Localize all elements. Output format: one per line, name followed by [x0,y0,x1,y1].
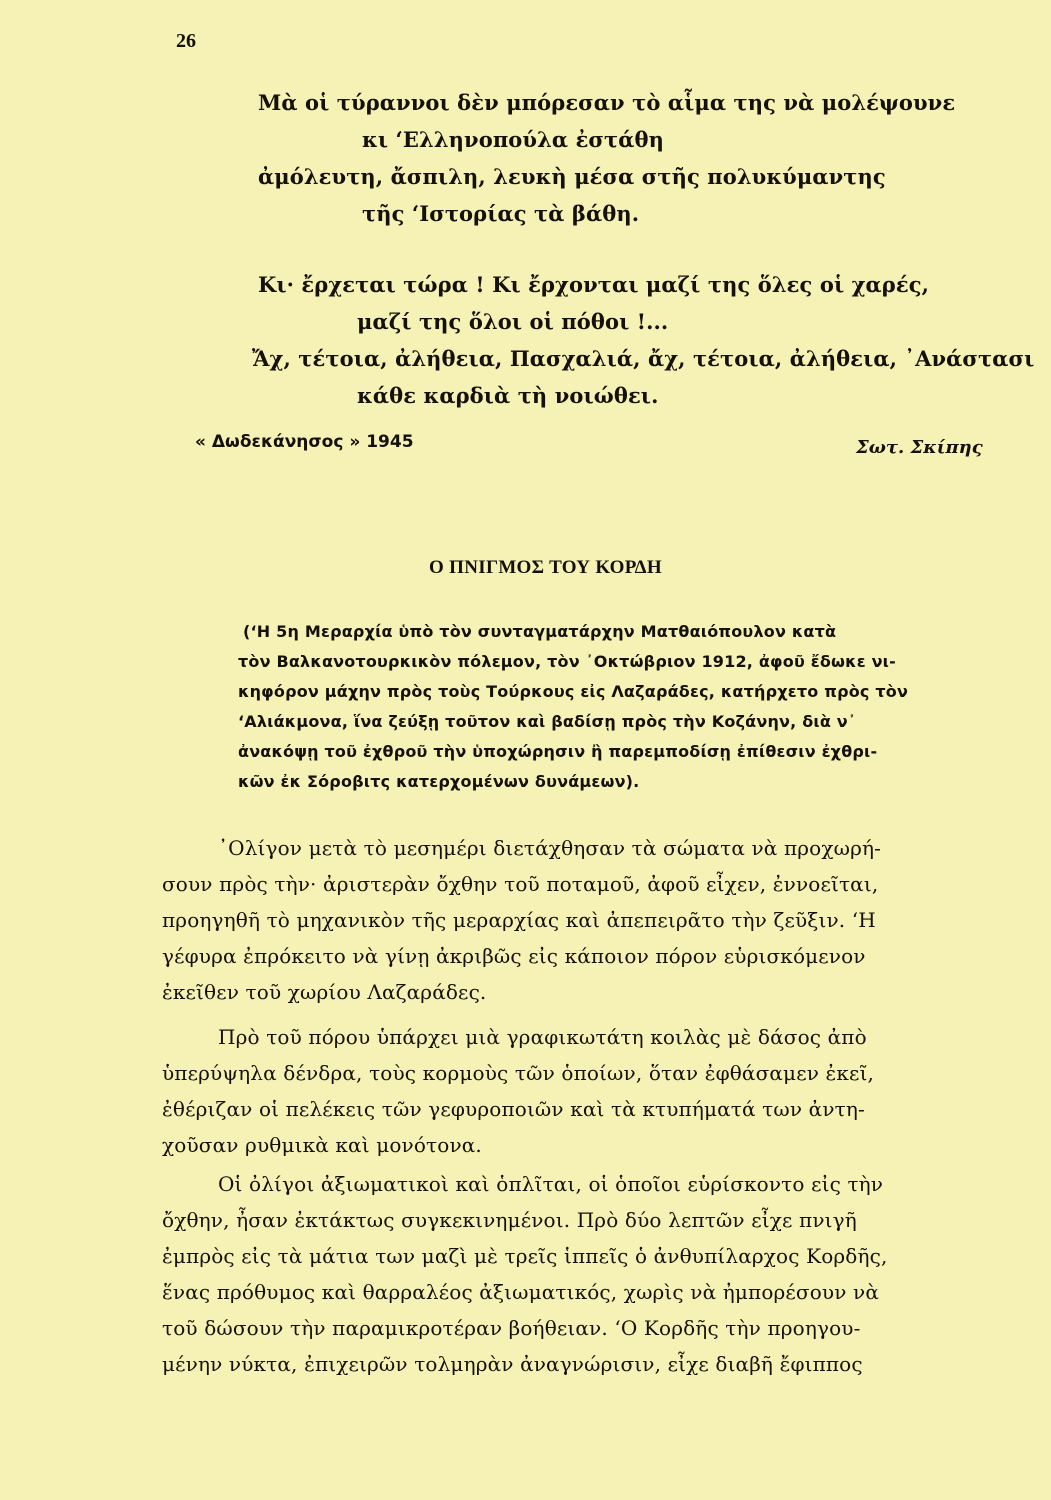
body-line: ἐθέριζαν οἱ πελέκεις τῶν γεφυροποιῶν καὶ τὰ κτυπήματά των ἀντη- [162,1097,865,1121]
body-line: τοῦ δώσουν τὴν παραμικροτέραν βοήθειαν. ‘Ο Κορδῆς τὴν προηγου- [162,1316,861,1340]
note-line: κηφόρον μάχην πρὸς τοὺς Τούρκους εἰς Λαζαράδες, κατήρχετο πρὸς τὸν [238,682,909,701]
body-line: σουν πρὸς τὴν· ἀριστερὰν ὄχθην τοῦ ποταμοῦ, ἀφοῦ εἶχεν, ἐννοεῖται, [162,872,879,896]
body-line: Πρὸ τοῦ πόρου ὑπάρχει μιὰ γραφικωτάτη κοιλὰς μὲ δάσος ἀπὸ [218,1025,867,1049]
article-title: Ο ΠΝΙΓΜΟΣ ΤΟΥ ΚΟΡΔΗ [429,557,662,578]
body-line: ἐμπρὸς εἰς τὰ μάτια των μαζὶ μὲ τρεῖς ἱππεῖς ὁ ἀνθυπίλαρχος Κορδῆς, [162,1244,888,1268]
note-line: τὸν Βαλκανοτουρκικὸν πόλεμον, τὸν ᾽Οκτώβριον 1912, ἀφοῦ ἔδωκε νι- [238,652,896,671]
body-line: ὄχθην, ἦσαν ἐκτάκτως συγκεκινημένοι. Πρὸ δύο λεπτῶν εἶχε πνιγῆ [162,1208,857,1232]
body-line: Οἱ ὀλίγοι ἀξιωματικοὶ καὶ ὁπλῖται, οἱ ὁποῖοι εὑρίσκοντο εἰς τὴν [218,1172,884,1196]
poem-line: Ἄχ, τέτοια, ἀλήθεια, Πασχαλιά, ἄχ, τέτοια, ἀλήθεια, ᾽Ανάστασι [252,346,1035,371]
note-line: ‘Αλιάκμονα, ἵνα ζεύξῃ τοῦτον καὶ βαδίσῃ πρὸς τὴν Κοζάνην, διὰ ν᾽ [238,712,857,731]
poem-line: κάθε καρδιὰ τὴ νοιώθει. [357,383,659,408]
body-line: μένην νύκτα, ἐπιχειρῶν τολμηρὰν ἀναγνώρισιν, εἶχε διαβῆ ἔφιππος [162,1352,863,1376]
page-number: 26 [176,30,196,52]
source-citation: « Δωδεκάνησος » 1945 [195,432,414,452]
author-signature: Σωτ. Σκίπης [856,437,983,458]
note-line: κῶν ἐκ Σόροβιτς κατερχομένων δυνάμεων). [238,772,640,791]
poem-line: τῆς ‘Ιστορίας τὰ βάθη. [362,201,640,226]
poem-line: Μὰ οἱ τύραννοι δὲν μπόρεσαν τὸ αἷμα της νὰ μολέψουνε [258,90,956,115]
body-line: ἕνας πρόθυμος καὶ θαρραλέος ἀξιωματικός, χωρὶς νὰ ἠμπορέσουν νὰ [162,1280,880,1304]
body-line: γέφυρα ἐπρόκειτο νὰ γίνῃ ἀκριβῶς εἰς κάποιον πόρον εὑρισκόμενον [162,944,866,968]
poem-line: κι ‘Ελληνοπούλα ἐστάθη [362,127,664,152]
body-line: χοῦσαν ρυθμικὰ καὶ μονότονα. [162,1133,482,1157]
poem-line: Κι· ἔρχεται τώρα ! Κι ἔρχονται μαζί της ὅλες οἱ χαρές, [258,272,930,297]
poem-line: ἀμόλευτη, ἄσπιλη, λευκὴ μέσα στῆς πολυκύμαντης [258,164,886,189]
body-line: ᾽Ολίγον μετὰ τὸ μεσημέρι διετάχθησαν τὰ σώματα νὰ προχωρή- [218,836,882,860]
body-line: προηγηθῆ τὸ μηχανικὸν τῆς μεραρχίας καὶ ἀπεπειρᾶτο τὴν ζεῦξιν. ‘Η [162,908,876,932]
note-line: ἀνακόψῃ τοῦ ἐχθροῦ τὴν ὑποχώρησιν ἢ παρεμποδίσῃ ἐπίθεσιν ἐχθρι- [238,742,878,761]
body-line: ὑπερύψηλα δένδρα, τοὺς κορμοὺς τῶν ὁποίων, ὅταν ἐφθάσαμεν ἐκεῖ, [162,1061,875,1085]
poem-line: μαζί της ὅλοι οἱ πόθοι !... [357,309,669,334]
note-line: (‘Η 5η Μεραρχία ὑπὸ τὸν συνταγματάρχην Ματθαιόπουλον κατὰ [243,622,837,641]
body-line: ἐκεῖθεν τοῦ χωρίου Λαζαράδες. [162,980,487,1004]
